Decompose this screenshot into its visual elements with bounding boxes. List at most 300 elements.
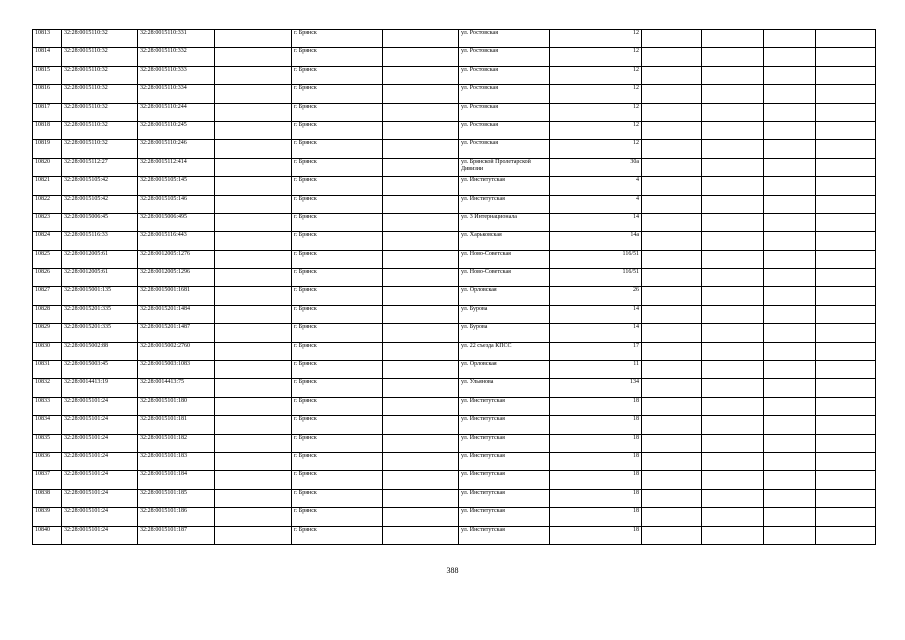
empty-cell bbox=[816, 121, 876, 139]
object-cadastral-cell: 32:28:0015002:2760 bbox=[138, 342, 215, 360]
street-cell: ул. Ростовская bbox=[459, 121, 550, 139]
empty-cell bbox=[215, 489, 292, 507]
empty-cell bbox=[764, 287, 816, 305]
street-cell: ул. Институтская bbox=[459, 397, 550, 415]
house-number-cell: 11 bbox=[550, 361, 642, 379]
empty-cell bbox=[215, 140, 292, 158]
object-cadastral-cell: 32:28:0015006:495 bbox=[138, 213, 215, 231]
row-number-cell: 10818 bbox=[33, 121, 62, 139]
empty-cell bbox=[816, 250, 876, 268]
empty-cell bbox=[764, 397, 816, 415]
empty-cell bbox=[816, 66, 876, 84]
empty-cell bbox=[702, 177, 764, 195]
parcel-cadastral-cell: 32:28:0015116:33 bbox=[62, 232, 138, 250]
object-cadastral-cell: 32:28:0015110:333 bbox=[138, 66, 215, 84]
city-cell: г. Брянск bbox=[292, 287, 383, 305]
city-cell: г. Брянск bbox=[292, 232, 383, 250]
parcel-cadastral-cell: 32:28:0015110:32 bbox=[62, 48, 138, 66]
house-number-cell: 12 bbox=[550, 140, 642, 158]
empty-cell bbox=[215, 232, 292, 250]
empty-cell bbox=[702, 66, 764, 84]
object-cadastral-cell: 32:28:0012005:1296 bbox=[138, 269, 215, 287]
row-number-cell: 10834 bbox=[33, 416, 62, 434]
city-cell: г. Брянск bbox=[292, 269, 383, 287]
empty-cell bbox=[642, 250, 702, 268]
parcel-cadastral-cell: 32:28:0015101:24 bbox=[62, 526, 138, 544]
street-cell: ул. Институтская bbox=[459, 452, 550, 470]
row-number-cell: 10824 bbox=[33, 232, 62, 250]
city-cell: г. Брянск bbox=[292, 195, 383, 213]
parcel-cadastral-cell: 32:28:0015101:24 bbox=[62, 489, 138, 507]
empty-cell bbox=[764, 342, 816, 360]
table-row bbox=[33, 250, 876, 268]
table-row bbox=[33, 471, 876, 489]
empty-cell bbox=[215, 305, 292, 323]
house-number-cell: 14 bbox=[550, 305, 642, 323]
parcel-cadastral-cell: 32:28:0015105:42 bbox=[62, 177, 138, 195]
empty-cell bbox=[642, 397, 702, 415]
street-cell: ул. Институтская bbox=[459, 416, 550, 434]
parcel-cadastral-cell: 32:28:0015006:45 bbox=[62, 213, 138, 231]
object-cadastral-cell: 32:28:0015101:184 bbox=[138, 471, 215, 489]
empty-cell bbox=[764, 508, 816, 526]
city-cell: г. Брянск bbox=[292, 361, 383, 379]
row-number-cell: 10835 bbox=[33, 434, 62, 452]
house-number-cell: 116/51 bbox=[550, 269, 642, 287]
street-cell: ул. Ульянова bbox=[459, 379, 550, 397]
row-number-cell: 10828 bbox=[33, 305, 62, 323]
parcel-cadastral-cell: 32:28:0015002:88 bbox=[62, 342, 138, 360]
street-cell: ул. Ростовская bbox=[459, 85, 550, 103]
street-cell: ул. Орловская bbox=[459, 287, 550, 305]
city-cell: г. Брянск bbox=[292, 416, 383, 434]
empty-cell bbox=[383, 213, 459, 231]
empty-cell bbox=[702, 85, 764, 103]
city-cell: г. Брянск bbox=[292, 508, 383, 526]
table-row bbox=[33, 342, 876, 360]
city-cell: г. Брянск bbox=[292, 526, 383, 544]
empty-cell bbox=[816, 158, 876, 176]
city-cell: г. Брянск bbox=[292, 66, 383, 84]
empty-cell bbox=[764, 103, 816, 121]
table-row bbox=[33, 508, 876, 526]
empty-cell bbox=[383, 177, 459, 195]
object-cadastral-cell: 32:28:0015101:182 bbox=[138, 434, 215, 452]
parcel-cadastral-cell: 32:28:0015110:32 bbox=[62, 103, 138, 121]
empty-cell bbox=[764, 361, 816, 379]
street-cell: ул. Институтская bbox=[459, 195, 550, 213]
house-number-cell: 12 bbox=[550, 85, 642, 103]
empty-cell bbox=[816, 342, 876, 360]
empty-cell bbox=[764, 121, 816, 139]
object-cadastral-cell: 32:28:0015201:1484 bbox=[138, 305, 215, 323]
table-row bbox=[33, 121, 876, 139]
empty-cell bbox=[642, 177, 702, 195]
empty-cell bbox=[816, 379, 876, 397]
row-number-cell: 10833 bbox=[33, 397, 62, 415]
city-cell: г. Брянск bbox=[292, 121, 383, 139]
row-number-cell: 10823 bbox=[33, 213, 62, 231]
row-number-cell: 10819 bbox=[33, 140, 62, 158]
empty-cell bbox=[816, 361, 876, 379]
house-number-cell: 12 bbox=[550, 121, 642, 139]
table-row bbox=[33, 305, 876, 323]
empty-cell bbox=[702, 397, 764, 415]
table-row bbox=[33, 397, 876, 415]
empty-cell bbox=[816, 140, 876, 158]
object-cadastral-cell: 32:28:0015112:414 bbox=[138, 158, 215, 176]
table-row bbox=[33, 379, 876, 397]
empty-cell bbox=[215, 287, 292, 305]
empty-cell bbox=[816, 452, 876, 470]
empty-cell bbox=[702, 121, 764, 139]
empty-cell bbox=[215, 30, 292, 48]
house-number-cell: 30а bbox=[550, 158, 642, 176]
row-number-cell: 10837 bbox=[33, 471, 62, 489]
empty-cell bbox=[215, 416, 292, 434]
street-cell: ул. Брянской Пролетарской Дивизии bbox=[459, 158, 550, 176]
empty-cell bbox=[764, 489, 816, 507]
empty-cell bbox=[816, 508, 876, 526]
street-cell: ул. Орловская bbox=[459, 361, 550, 379]
empty-cell bbox=[702, 269, 764, 287]
registry-table-body bbox=[33, 30, 876, 545]
table-row bbox=[33, 452, 876, 470]
street-cell: ул. Бурова bbox=[459, 324, 550, 342]
empty-cell bbox=[702, 434, 764, 452]
street-cell: ул. 3 Интернационала bbox=[459, 213, 550, 231]
empty-cell bbox=[642, 287, 702, 305]
house-number-cell: 18 bbox=[550, 452, 642, 470]
table-row bbox=[33, 232, 876, 250]
empty-cell bbox=[816, 30, 876, 48]
empty-cell bbox=[702, 250, 764, 268]
empty-cell bbox=[383, 158, 459, 176]
empty-cell bbox=[816, 269, 876, 287]
row-number-cell: 10821 bbox=[33, 177, 62, 195]
empty-cell bbox=[215, 250, 292, 268]
empty-cell bbox=[642, 140, 702, 158]
parcel-cadastral-cell: 32:28:0015003:45 bbox=[62, 361, 138, 379]
empty-cell bbox=[642, 416, 702, 434]
row-number-cell: 10839 bbox=[33, 508, 62, 526]
house-number-cell: 116/51 bbox=[550, 250, 642, 268]
empty-cell bbox=[816, 305, 876, 323]
empty-cell bbox=[215, 342, 292, 360]
street-cell: ул. Ростовская bbox=[459, 30, 550, 48]
street-cell: ул. Институтская bbox=[459, 489, 550, 507]
empty-cell bbox=[764, 140, 816, 158]
table-row bbox=[33, 140, 876, 158]
empty-cell bbox=[642, 452, 702, 470]
street-cell: ул. Ново-Советская bbox=[459, 250, 550, 268]
empty-cell bbox=[816, 526, 876, 544]
row-number-cell: 10836 bbox=[33, 452, 62, 470]
house-number-cell: 12 bbox=[550, 30, 642, 48]
parcel-cadastral-cell: 32:28:0015001:135 bbox=[62, 287, 138, 305]
house-number-cell: 134 bbox=[550, 379, 642, 397]
empty-cell bbox=[764, 213, 816, 231]
parcel-cadastral-cell: 32:28:0015101:24 bbox=[62, 434, 138, 452]
parcel-cadastral-cell: 32:28:0015110:32 bbox=[62, 85, 138, 103]
empty-cell bbox=[383, 305, 459, 323]
empty-cell bbox=[383, 250, 459, 268]
empty-cell bbox=[215, 397, 292, 415]
empty-cell bbox=[702, 48, 764, 66]
street-cell: ул. 22 съезда КПСС bbox=[459, 342, 550, 360]
house-number-cell: 18 bbox=[550, 434, 642, 452]
parcel-cadastral-cell: 32:28:0014413:19 bbox=[62, 379, 138, 397]
parcel-cadastral-cell: 32:28:0015110:32 bbox=[62, 30, 138, 48]
parcel-cadastral-cell: 32:28:0015110:32 bbox=[62, 121, 138, 139]
house-number-cell: 18 bbox=[550, 416, 642, 434]
table-row bbox=[33, 66, 876, 84]
house-number-cell: 4 bbox=[550, 195, 642, 213]
table-row bbox=[33, 85, 876, 103]
empty-cell bbox=[764, 158, 816, 176]
empty-cell bbox=[764, 177, 816, 195]
row-number-cell: 10820 bbox=[33, 158, 62, 176]
street-cell: ул. Ростовская bbox=[459, 140, 550, 158]
empty-cell bbox=[642, 305, 702, 323]
empty-cell bbox=[383, 471, 459, 489]
row-number-cell: 10813 bbox=[33, 30, 62, 48]
empty-cell bbox=[816, 85, 876, 103]
street-cell: ул. Бурова bbox=[459, 305, 550, 323]
empty-cell bbox=[215, 452, 292, 470]
empty-cell bbox=[383, 489, 459, 507]
street-cell: ул. Институтская bbox=[459, 526, 550, 544]
city-cell: г. Брянск bbox=[292, 342, 383, 360]
street-cell: ул. Ново-Советская bbox=[459, 269, 550, 287]
empty-cell bbox=[215, 269, 292, 287]
empty-cell bbox=[383, 452, 459, 470]
object-cadastral-cell: 32:28:0015110:332 bbox=[138, 48, 215, 66]
object-cadastral-cell: 32:28:0015101:181 bbox=[138, 416, 215, 434]
empty-cell bbox=[764, 305, 816, 323]
object-cadastral-cell: 32:28:0015101:186 bbox=[138, 508, 215, 526]
house-number-cell: 26 bbox=[550, 287, 642, 305]
empty-cell bbox=[702, 305, 764, 323]
empty-cell bbox=[215, 508, 292, 526]
table-row bbox=[33, 361, 876, 379]
parcel-cadastral-cell: 32:28:0015201:335 bbox=[62, 305, 138, 323]
table-row bbox=[33, 103, 876, 121]
empty-cell bbox=[642, 342, 702, 360]
empty-cell bbox=[816, 416, 876, 434]
house-number-cell: 17 bbox=[550, 342, 642, 360]
house-number-cell: 12 bbox=[550, 66, 642, 84]
house-number-cell: 12 bbox=[550, 103, 642, 121]
empty-cell bbox=[764, 48, 816, 66]
empty-cell bbox=[642, 158, 702, 176]
empty-cell bbox=[702, 232, 764, 250]
street-cell: ул. Институтская bbox=[459, 434, 550, 452]
empty-cell bbox=[383, 269, 459, 287]
empty-cell bbox=[642, 213, 702, 231]
city-cell: г. Брянск bbox=[292, 85, 383, 103]
table-row bbox=[33, 48, 876, 66]
parcel-cadastral-cell: 32:28:0015101:24 bbox=[62, 397, 138, 415]
object-cadastral-cell: 32:28:0015003:1083 bbox=[138, 361, 215, 379]
empty-cell bbox=[816, 177, 876, 195]
empty-cell bbox=[642, 85, 702, 103]
street-cell: ул. Харьковская bbox=[459, 232, 550, 250]
city-cell: г. Брянск bbox=[292, 250, 383, 268]
empty-cell bbox=[642, 30, 702, 48]
empty-cell bbox=[215, 213, 292, 231]
empty-cell bbox=[702, 324, 764, 342]
empty-cell bbox=[642, 471, 702, 489]
table-row bbox=[33, 195, 876, 213]
empty-cell bbox=[702, 471, 764, 489]
empty-cell bbox=[642, 121, 702, 139]
object-cadastral-cell: 32:28:0015201:1487 bbox=[138, 324, 215, 342]
empty-cell bbox=[816, 232, 876, 250]
row-number-cell: 10825 bbox=[33, 250, 62, 268]
empty-cell bbox=[383, 379, 459, 397]
empty-cell bbox=[215, 48, 292, 66]
registry-table bbox=[32, 29, 876, 545]
empty-cell bbox=[702, 508, 764, 526]
row-number-cell: 10827 bbox=[33, 287, 62, 305]
empty-cell bbox=[764, 250, 816, 268]
row-number-cell: 10826 bbox=[33, 269, 62, 287]
house-number-cell: 18 bbox=[550, 471, 642, 489]
page-number: 388 bbox=[446, 566, 459, 575]
empty-cell bbox=[702, 140, 764, 158]
table-row bbox=[33, 158, 876, 176]
empty-cell bbox=[816, 434, 876, 452]
city-cell: г. Брянск bbox=[292, 213, 383, 231]
parcel-cadastral-cell: 32:28:0015101:24 bbox=[62, 416, 138, 434]
empty-cell bbox=[642, 66, 702, 84]
empty-cell bbox=[215, 121, 292, 139]
empty-cell bbox=[764, 269, 816, 287]
empty-cell bbox=[215, 361, 292, 379]
empty-cell bbox=[702, 213, 764, 231]
empty-cell bbox=[764, 416, 816, 434]
row-number-cell: 10822 bbox=[33, 195, 62, 213]
object-cadastral-cell: 32:28:0015110:245 bbox=[138, 121, 215, 139]
house-number-cell: 12 bbox=[550, 48, 642, 66]
parcel-cadastral-cell: 32:28:0012005:61 bbox=[62, 269, 138, 287]
empty-cell bbox=[383, 195, 459, 213]
empty-cell bbox=[215, 195, 292, 213]
parcel-cadastral-cell: 32:28:0015110:32 bbox=[62, 66, 138, 84]
empty-cell bbox=[764, 195, 816, 213]
parcel-cadastral-cell: 32:28:0015201:335 bbox=[62, 324, 138, 342]
empty-cell bbox=[816, 195, 876, 213]
object-cadastral-cell: 32:28:0015110:244 bbox=[138, 103, 215, 121]
empty-cell bbox=[642, 324, 702, 342]
empty-cell bbox=[702, 452, 764, 470]
street-cell: ул. Ростовская bbox=[459, 103, 550, 121]
empty-cell bbox=[764, 434, 816, 452]
city-cell: г. Брянск bbox=[292, 379, 383, 397]
city-cell: г. Брянск bbox=[292, 397, 383, 415]
empty-cell bbox=[816, 489, 876, 507]
street-cell: ул. Ростовская bbox=[459, 66, 550, 84]
empty-cell bbox=[642, 434, 702, 452]
parcel-cadastral-cell: 32:28:0015110:32 bbox=[62, 140, 138, 158]
house-number-cell: 4 bbox=[550, 177, 642, 195]
empty-cell bbox=[764, 526, 816, 544]
city-cell: г. Брянск bbox=[292, 158, 383, 176]
empty-cell bbox=[215, 379, 292, 397]
street-cell: ул. Институтская bbox=[459, 177, 550, 195]
empty-cell bbox=[702, 526, 764, 544]
table-row bbox=[33, 526, 876, 544]
empty-cell bbox=[816, 324, 876, 342]
house-number-cell: 14 bbox=[550, 213, 642, 231]
object-cadastral-cell: 32:28:0015101:180 bbox=[138, 397, 215, 415]
row-number-cell: 10831 bbox=[33, 361, 62, 379]
row-number-cell: 10829 bbox=[33, 324, 62, 342]
empty-cell bbox=[642, 508, 702, 526]
empty-cell bbox=[702, 379, 764, 397]
empty-cell bbox=[383, 140, 459, 158]
object-cadastral-cell: 32:28:0012005:1276 bbox=[138, 250, 215, 268]
city-cell: г. Брянск bbox=[292, 30, 383, 48]
house-number-cell: 18 bbox=[550, 508, 642, 526]
empty-cell bbox=[816, 103, 876, 121]
street-cell: ул. Институтская bbox=[459, 508, 550, 526]
row-number-cell: 10840 bbox=[33, 526, 62, 544]
empty-cell bbox=[764, 232, 816, 250]
empty-cell bbox=[215, 66, 292, 84]
empty-cell bbox=[383, 416, 459, 434]
table-row bbox=[33, 177, 876, 195]
empty-cell bbox=[215, 324, 292, 342]
empty-cell bbox=[215, 103, 292, 121]
empty-cell bbox=[383, 361, 459, 379]
empty-cell bbox=[383, 48, 459, 66]
empty-cell bbox=[383, 66, 459, 84]
empty-cell bbox=[702, 103, 764, 121]
object-cadastral-cell: 32:28:0015101:185 bbox=[138, 489, 215, 507]
object-cadastral-cell: 32:28:0015110:334 bbox=[138, 85, 215, 103]
empty-cell bbox=[383, 434, 459, 452]
empty-cell bbox=[642, 232, 702, 250]
empty-cell bbox=[383, 103, 459, 121]
empty-cell bbox=[383, 324, 459, 342]
city-cell: г. Брянск bbox=[292, 103, 383, 121]
city-cell: г. Брянск bbox=[292, 48, 383, 66]
empty-cell bbox=[383, 30, 459, 48]
empty-cell bbox=[816, 48, 876, 66]
object-cadastral-cell: 32:28:0015116:443 bbox=[138, 232, 215, 250]
empty-cell bbox=[702, 416, 764, 434]
street-cell: ул. Ростовская bbox=[459, 48, 550, 66]
row-number-cell: 10816 bbox=[33, 85, 62, 103]
empty-cell bbox=[764, 85, 816, 103]
empty-cell bbox=[215, 85, 292, 103]
empty-cell bbox=[764, 30, 816, 48]
empty-cell bbox=[764, 452, 816, 470]
house-number-cell: 18 bbox=[550, 526, 642, 544]
city-cell: г. Брянск bbox=[292, 489, 383, 507]
empty-cell bbox=[215, 471, 292, 489]
empty-cell bbox=[816, 397, 876, 415]
empty-cell bbox=[383, 342, 459, 360]
street-cell: ул. Институтская bbox=[459, 471, 550, 489]
table-row bbox=[33, 489, 876, 507]
object-cadastral-cell: 32:28:0015105:145 bbox=[138, 177, 215, 195]
empty-cell bbox=[702, 489, 764, 507]
empty-cell bbox=[764, 471, 816, 489]
table-row bbox=[33, 269, 876, 287]
